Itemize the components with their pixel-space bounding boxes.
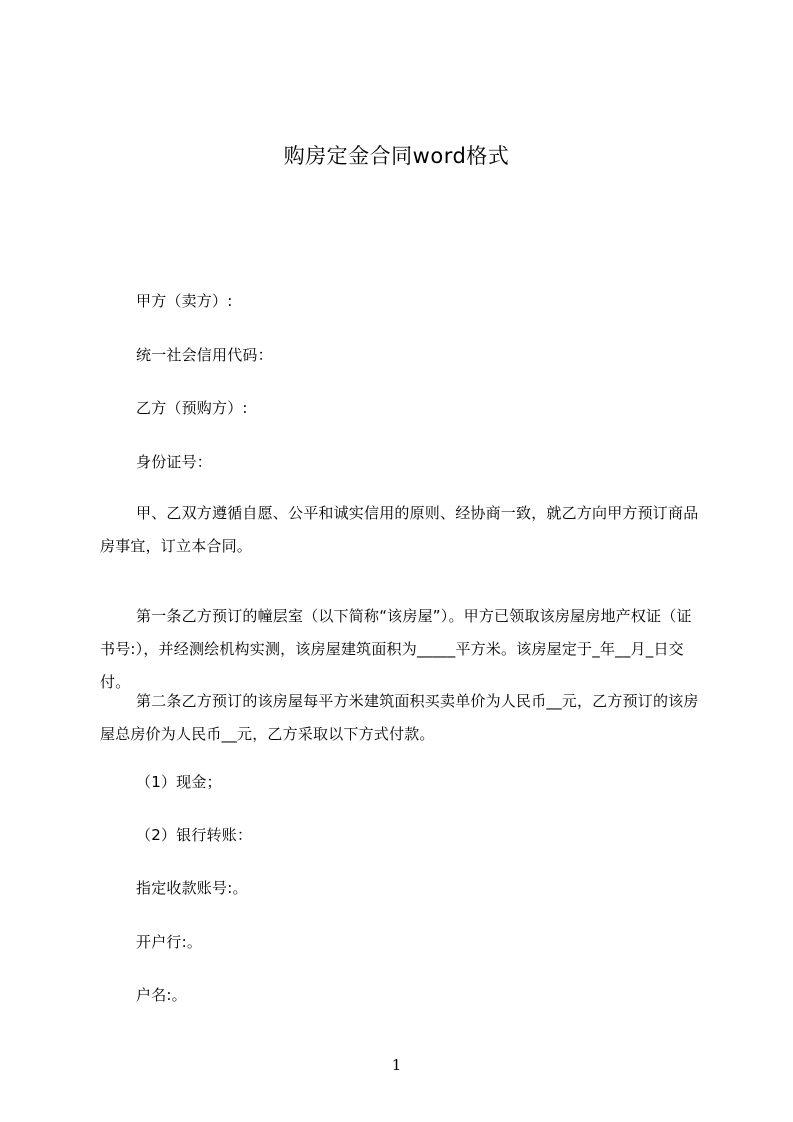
payment-option-cash: （1）现金； (136, 773, 222, 791)
party-b-buyer: 乙方（预购方）: (136, 399, 248, 417)
account-name-line: 户名:。 (136, 986, 187, 1004)
article-two: 第二条乙方预订的该房屋每平方米建筑面积买卖单价为人民币__元，乙方预订的该房屋总房价为人民币__元，乙方采取以下方式付款。 (100, 692, 699, 743)
bank-branch-line: 开户行:。 (136, 933, 203, 951)
party-a-seller: 甲方（卖方）: (136, 292, 233, 310)
preamble-paragraph: 甲、乙双方遵循自愿、公平和诚实信用的原则、经协商一致，就乙方向甲方预订商品房事宜，订立本合同。 (100, 504, 699, 555)
account-number-line: 指定收款账号:。 (136, 879, 248, 897)
payment-option-transfer: （2）银行转账： (136, 826, 253, 844)
id-number-line: 身份证号： (136, 453, 213, 471)
document-title: 购房定金合同word格式 (283, 144, 510, 168)
credit-code-line: 统一社会信用代码： (136, 346, 273, 364)
article-one: 第一条乙方预订的幢层室（以下简称“该房屋”）。甲方已领取该房屋房地产权证（证书号:），并经测绘机构实测，该房屋建筑面积为_____平方米。该房屋定于_年__月_日交付。 (100, 607, 692, 691)
page-number: 1 (391, 1056, 402, 1074)
